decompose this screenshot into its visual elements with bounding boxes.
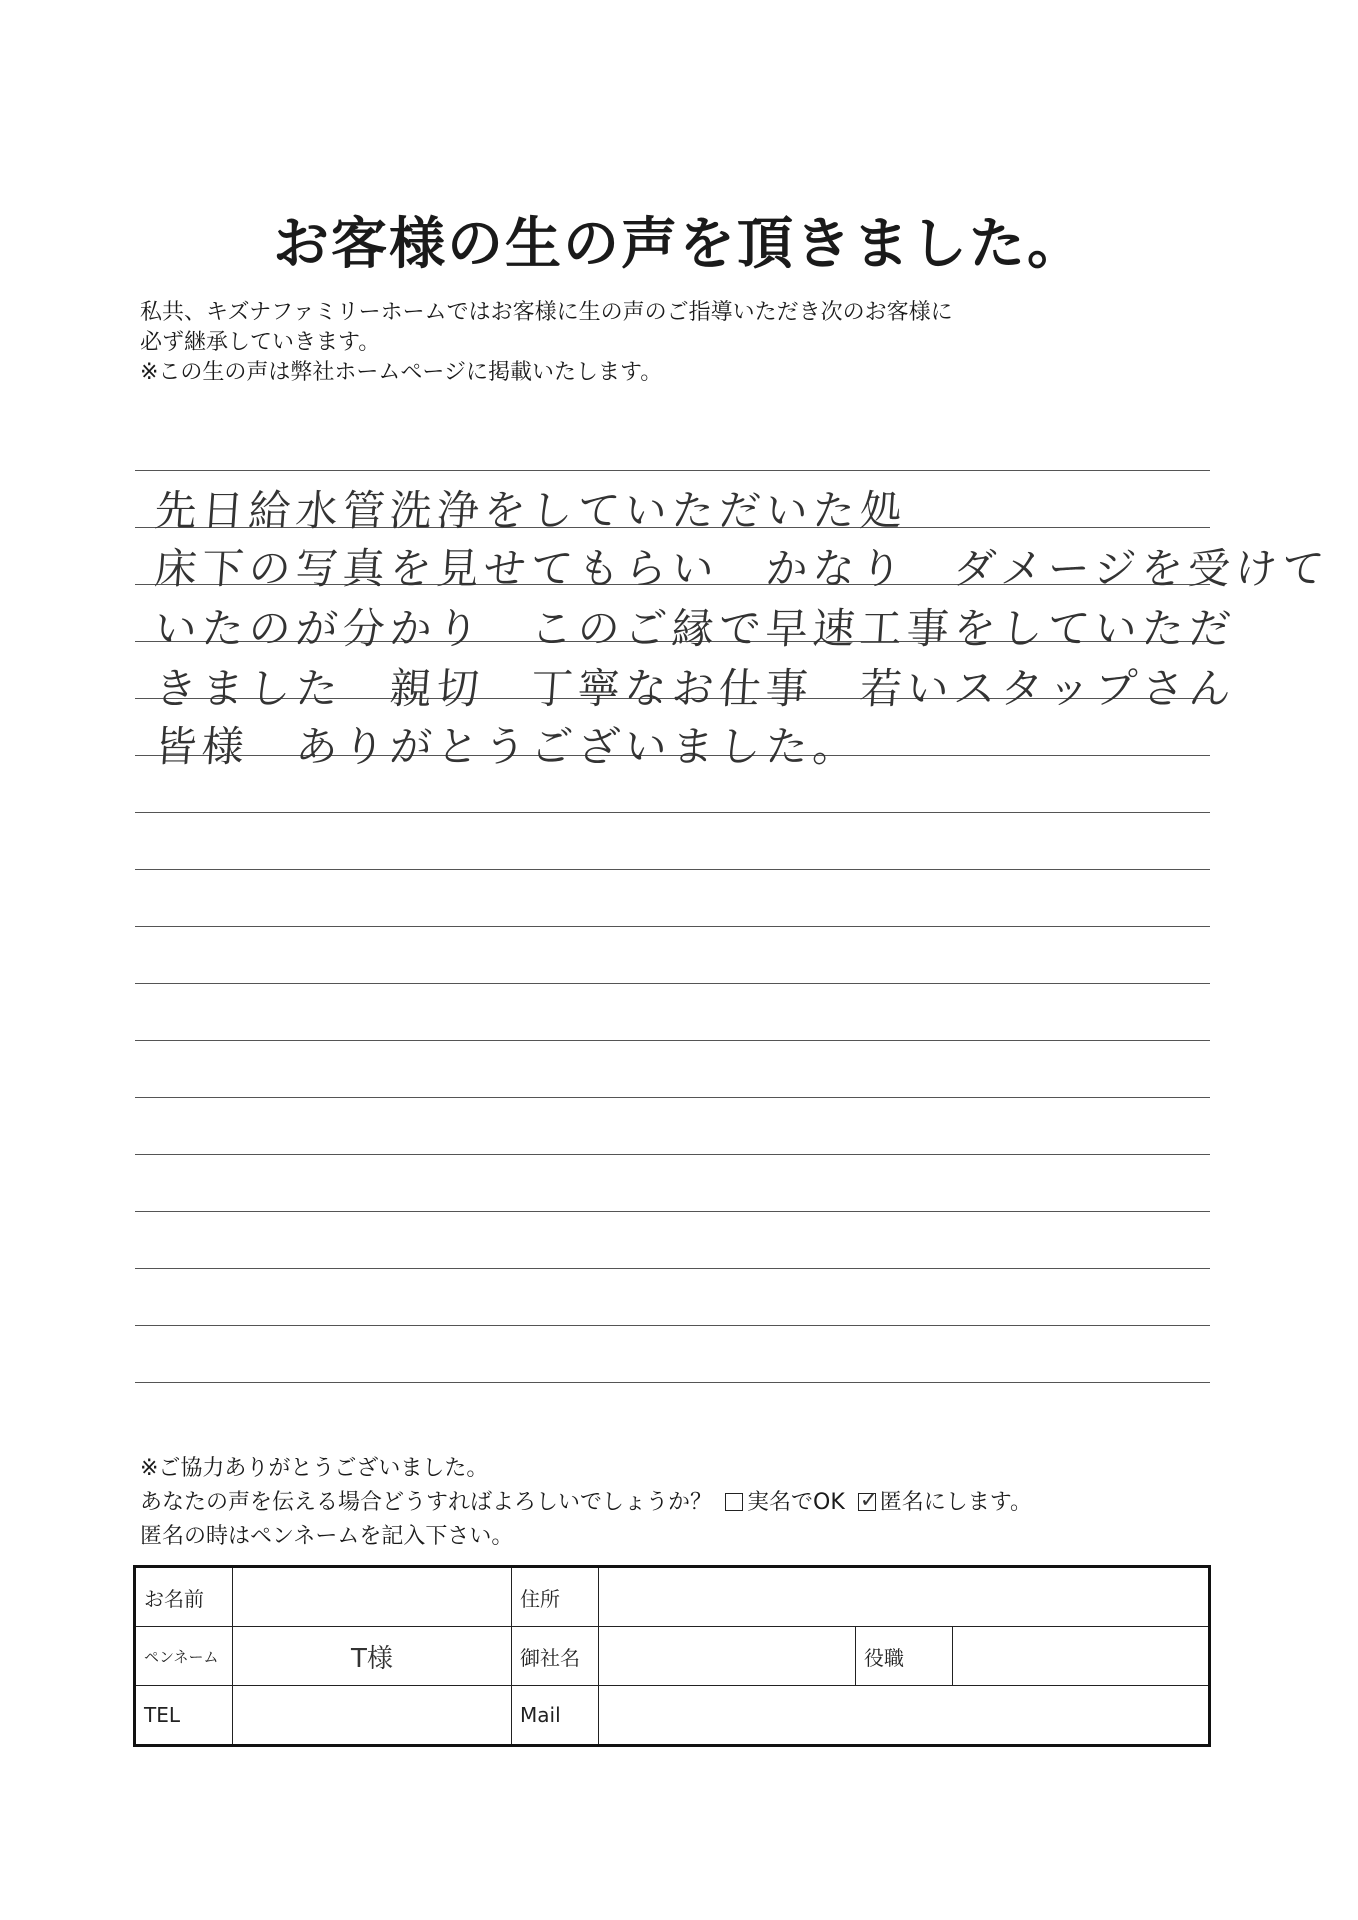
penname-field[interactable]: T様 bbox=[233, 1627, 512, 1686]
real-name-checkbox[interactable] bbox=[725, 1493, 743, 1511]
company-field[interactable] bbox=[599, 1627, 856, 1686]
intro-line: 私共、キズナファミリーホームではお客様に生の声のご指導いただき次のお客様に bbox=[140, 300, 953, 325]
table-row bbox=[135, 1686, 1210, 1746]
ruled-line bbox=[135, 470, 1210, 471]
handwritten-line: きました 親切 丁寧なお仕事 若いスタップさん bbox=[153, 664, 1238, 713]
ruled-line bbox=[135, 983, 1210, 984]
real-name-option-label: 実名でOK bbox=[747, 1490, 845, 1515]
ruled-line bbox=[135, 1382, 1210, 1383]
address-label: 住所 bbox=[512, 1567, 599, 1627]
ruled-line bbox=[135, 1268, 1210, 1269]
company-label: 御社名 bbox=[512, 1627, 599, 1686]
ruled-line bbox=[135, 1040, 1210, 1041]
handwritten-line: 先日給水管洗浄をしていただいた処 bbox=[153, 486, 909, 535]
handwritten-line: 皆様 ありがとうございました。 bbox=[153, 722, 862, 771]
intro-text bbox=[140, 298, 953, 388]
mail-label: Mail bbox=[512, 1686, 599, 1746]
ruled-line bbox=[135, 812, 1210, 813]
handwritten-line: いたのが分かり このご縁で早速工事をしていただ bbox=[153, 604, 1238, 653]
page-title: お客様の生の声を頂きました。 bbox=[273, 212, 1085, 277]
mail-field[interactable] bbox=[599, 1686, 1210, 1746]
position-field[interactable] bbox=[953, 1627, 1210, 1686]
ruled-line bbox=[135, 1325, 1210, 1326]
name-label: お名前 bbox=[135, 1567, 233, 1627]
notes-section bbox=[140, 1452, 1032, 1554]
address-field[interactable] bbox=[599, 1567, 1210, 1627]
customer-info-table bbox=[133, 1565, 1211, 1747]
tel-field[interactable] bbox=[233, 1686, 512, 1746]
ruled-line bbox=[135, 1154, 1210, 1155]
intro-line: ※この生の声は弊社ホームページに掲載いたします。 bbox=[140, 360, 663, 385]
table-row bbox=[135, 1567, 1210, 1627]
publish-question: あなたの声を伝える場合どうすればよろしいでしょうか？ bbox=[140, 1490, 713, 1515]
anonymous-option-label: 匿名にします。 bbox=[879, 1490, 1033, 1515]
ruled-line bbox=[135, 1097, 1210, 1098]
penname-note: 匿名の時はペンネームを記入下さい。 bbox=[140, 1524, 514, 1549]
anonymous-checkbox[interactable] bbox=[858, 1488, 879, 1513]
penname-label: ペンネーム bbox=[135, 1627, 233, 1686]
name-field[interactable] bbox=[233, 1567, 512, 1627]
ruled-line bbox=[135, 869, 1210, 870]
intro-line: 必ず継承していきます。 bbox=[140, 330, 381, 355]
check-icon: ✓ bbox=[859, 1488, 879, 1513]
tel-label: TEL bbox=[135, 1686, 233, 1746]
ruled-line bbox=[135, 926, 1210, 927]
ruled-line bbox=[135, 1211, 1210, 1212]
handwritten-line: 床下の写真を見せてもらい かなり ダメージを受けて bbox=[153, 544, 1331, 593]
table-row bbox=[135, 1627, 1210, 1686]
publish-question-row bbox=[140, 1486, 1032, 1520]
thanks-note: ※ご協力ありがとうございました。 bbox=[140, 1456, 489, 1481]
position-label: 役職 bbox=[856, 1627, 953, 1686]
